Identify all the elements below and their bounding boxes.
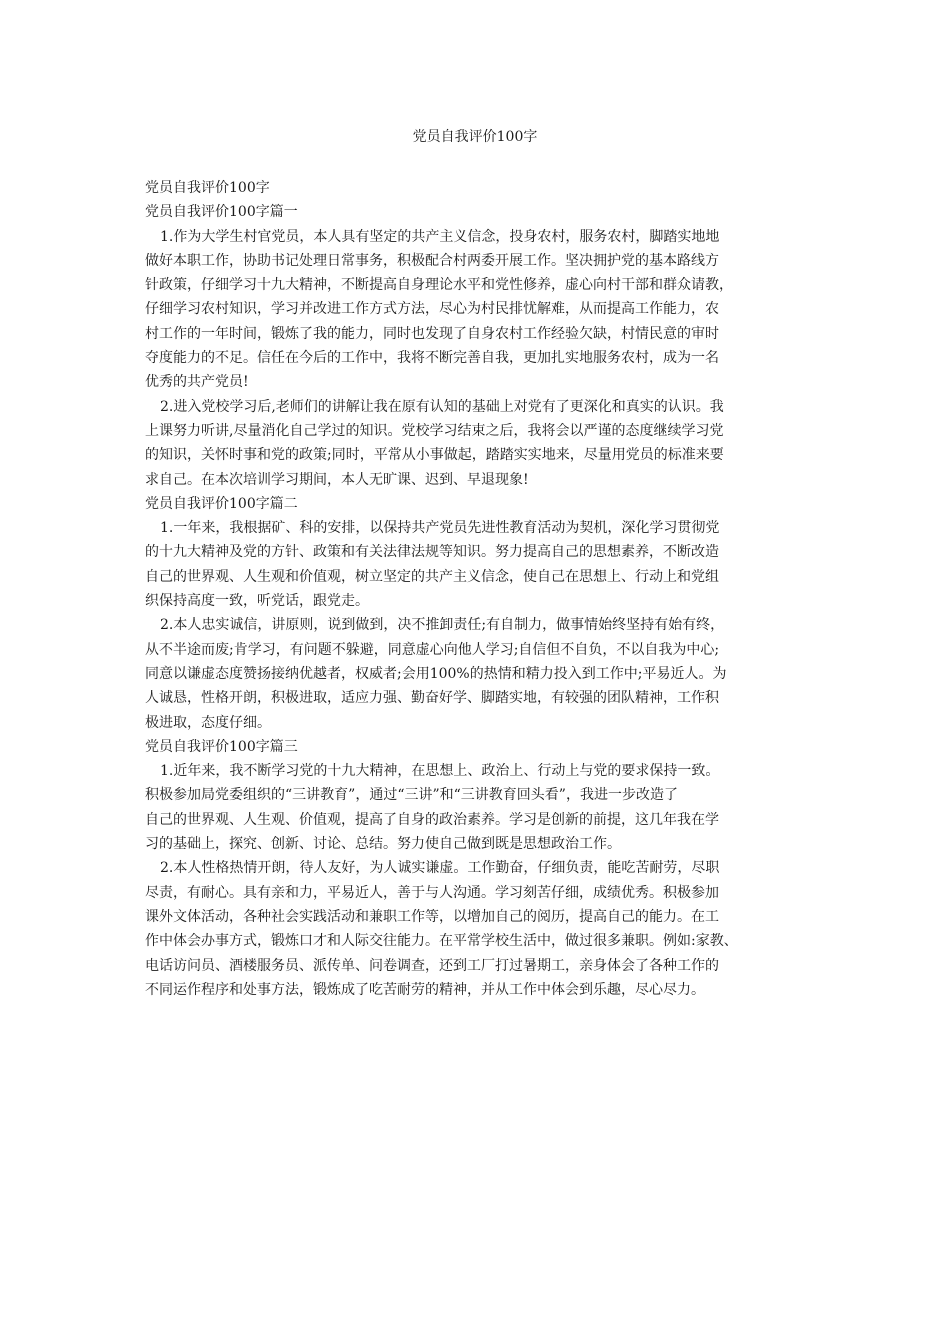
text-line: 求自己。在本次培训学习期间，本人无旷课、迟到、早退现象! xyxy=(145,471,529,488)
text-line: 优秀的共产党员! xyxy=(145,374,249,391)
text-line: 的知识，关怀时事和党的政策;同时，平常从小事做起，踏踏实实地来，尽量用党员的标准来要 xyxy=(145,447,724,464)
text-line: 党员自我评价100字篇二 xyxy=(145,495,298,512)
text-line: 党员自我评价100字篇一 xyxy=(145,204,298,221)
text-line: 自己的世界观、人生观、价值观，提高了自身的政治素养。学习是创新的前提，这几年我在学 xyxy=(145,811,719,828)
text-line: 党员自我评价100字篇三 xyxy=(145,738,298,755)
text-line: 做好本职工作，协助书记处理日常事务，积极配合村两委开展工作。坚决拥护党的基本路线方 xyxy=(145,252,719,269)
text-line: 2.进入党校学习后,老师们的讲解让我在原有认知的基础上对党有了更深化和真实的认识。我 xyxy=(160,398,724,415)
text-line: 1.一年来，我根据矿、科的安排，以保持共产党员先进性教育活动为契机，深化学习贯彻党 xyxy=(160,520,720,537)
text-line: 夺度能力的不足。信任在今后的工作中，我将不断完善自我，更加扎实地服务农村，成为一名 xyxy=(145,350,719,367)
document-body xyxy=(145,176,845,1002)
text-line: 2.本人忠实诚信，讲原则，说到做到，决不推卸责任;有自制力，做事情始终坚持有始有终， xyxy=(160,617,725,634)
text-line: 不同运作程序和处事方法，锻炼成了吃苦耐劳的精神，并从工作中体会到乐趣，尽心尽力。 xyxy=(145,981,705,998)
text-line: 1.作为大学生村官党员，本人具有坚定的共产主义信念，投身农村，服务农村，脚踏实地地 xyxy=(160,228,720,245)
text-line: 党员自我评价100字 xyxy=(145,180,270,196)
text-line: 习的基础上，探究、创新、讨论、总结。努力使自己做到既是思想政治工作。 xyxy=(145,836,621,853)
text-line: 从不半途而废;肯学习，有问题不躲避，同意虚心向他人学习;自信但不自负，不以自我为中心; xyxy=(145,641,720,658)
text-line: 极进取，态度仔细。 xyxy=(145,714,271,731)
text-line: 上课努力听讲,尽量消化自己学过的知识。党校学习结束之后，我将会以严谨的态度继续学习党 xyxy=(145,422,724,439)
text-line: 村工作的一年时间，锻炼了我的能力，同时也发现了自身农村工作经验欠缺，村情民意的审时 xyxy=(145,325,719,342)
text-line: 仔细学习农村知识，学习并改进工作方式方法，尽心为村民排忧解难，从而提高工作能力，农 xyxy=(145,301,719,318)
text-line: 2.本人性格热情开朗，待人友好，为人诚实谦虚。工作勤奋，仔细负责，能吃苦耐劳，尽职 xyxy=(160,860,720,877)
text-line: 织保持高度一致，听党话，跟党走。 xyxy=(145,593,369,610)
text-line: 的十九大精神及党的方针、政策和有关法律法规等知识。努力提高自己的思想素养，不断改造 xyxy=(145,544,719,561)
text-line: 课外文体活动，各种社会实践活动和兼职工作等，以增加自己的阅历，提高自己的能力。在工 xyxy=(145,908,719,925)
text-line: 人诚恳，性格开朗，积极进取，适应力强、勤奋好学、脚踏实地，有较强的团队精神，工作积 xyxy=(145,690,719,707)
text-line: 电话访问员、酒楼服务员、派传单、问卷调查，还到工厂打过暑期工，亲身体会了各种工作的 xyxy=(145,957,719,974)
text-line: 积极参加局党委组织的“三讲教育”，通过“三讲”和“三讲教育回头看”，我进一步改造了 xyxy=(145,787,678,804)
document-title: 党员自我评价100字 xyxy=(412,129,538,145)
text-line: 同意以谦虚态度赞扬接纳优越者，权威者;会用100%的热情和精力投入到工作中;平易近人。为 xyxy=(145,665,727,682)
text-line: 1.近年来，我不断学习党的十九大精神，在思想上、政治上、行动上与党的要求保持一致。 xyxy=(160,763,720,780)
text-line: 作中体会办事方式，锻炼口才和人际交往能力。在平常学校生活中，做过很多兼职。例如:家教、 xyxy=(145,933,738,950)
text-line: 针政策，仔细学习十九大精神，不断提高自身理论水平和党性修养，虚心向村干部和群众请教， xyxy=(145,277,733,294)
text-line: 自己的世界观、人生观和价值观，树立坚定的共产主义信念，使自己在思想上、行动上和党组 xyxy=(145,568,719,585)
text-line: 尽责，有耐心。具有亲和力，平易近人，善于与人沟通。学习刻苦仔细，成绩优秀。积极参加 xyxy=(145,884,719,901)
